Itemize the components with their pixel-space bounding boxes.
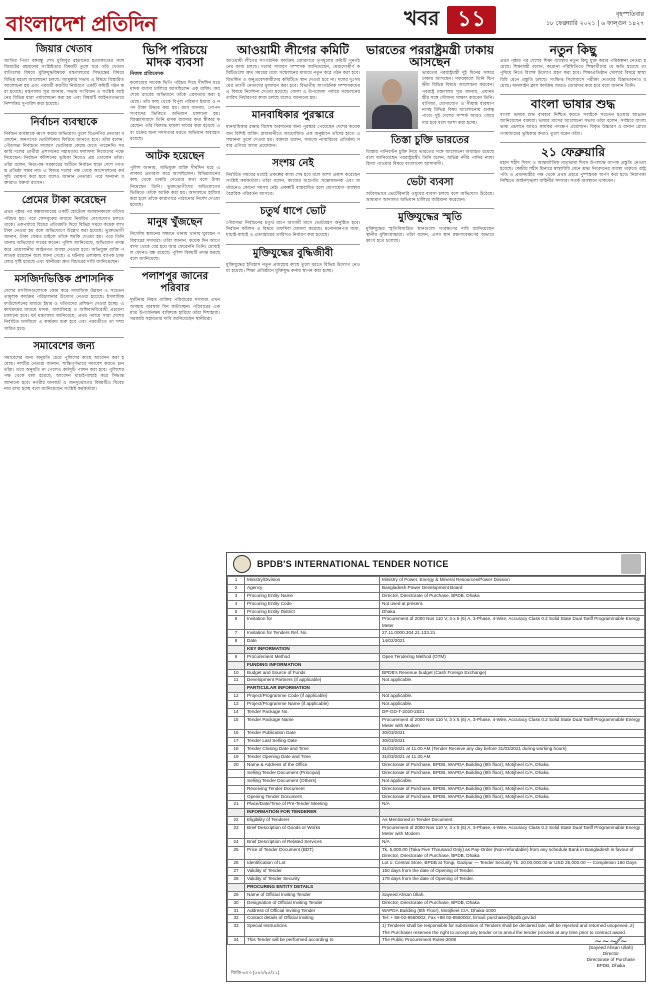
tender-cell-v: Sayeed Ahsan Ullah. [380, 891, 645, 899]
headline: মানুষ খুঁজছেন [147, 217, 203, 229]
tender-row [228, 936, 645, 944]
headline: মানবাধিকার পুরস্কারে [251, 110, 335, 122]
story [4, 341, 124, 393]
tender-title: BPDB'S INTERNATIONAL TENDER NOTICE [257, 559, 449, 569]
story [366, 212, 494, 246]
tender-cell-v: Procurement of 2000 Nos 110 V, 3 x 5 (6) A, 3-Phase, 4-Wire, Accuracy Class 0.2 Solid State Dual Tariff Programmable Energy Meter [380, 616, 645, 630]
story-body: প্রথম পৃষ্ঠার পর কক্সবাজারের একটি হোটেলে অবস্থানকালে তাঁদের পরিচয় হয়। পরে ফেসবুকের মাধ্যমে নিয়মিত যোগাযোগ চলতে থাকে। একপর্যায়ে বিয়ের প্রতিশ্রুতি দিয়ে বিভিন্ন সময়ে কয়েক লাখ টাকা নেওয়া হয় বলে অভিযোগে উল্লেখ করা হয়েছে। ভুক্তভোগী জানান, টাকা ফেরত চাইলে তাঁকে হুমকি দেওয়া হয়। পরে তিনি থানায় অভিযোগ দায়ের করেন। পুলিশ জানিয়েছে, অভিযোগ তদন্ত করে প্রয়োজনীয় আইনগত ব্যবস্থা নেওয়া হবে। অভিযুক্ত ব্যক্তি পলাতক রয়েছেন বলে জানা গেছে। এ ঘটনায় এলাকায় ব্যাপক চাঞ্চল্যের সৃষ্টি হয়েছে এবং স্থানীয়রা দ্রুত বিচারের দাবি জানিয়েছেন। [4, 210, 124, 266]
tender-cell-k: KEY INFORMATION [245, 645, 380, 653]
tender-table [227, 576, 645, 945]
tender-row [228, 746, 645, 754]
signatory-name: (Sayeed Ahsan Ullah) [588, 945, 634, 950]
tender-reference: জিডি-৬০৩ (৫৪০/৯৫/২১) [231, 970, 280, 975]
story [500, 146, 646, 186]
tender-cell-k: FUNDING INFORMATION [245, 661, 380, 669]
headline: পলাশপুর জানের পরিবার [141, 271, 209, 295]
tender-cell-n [228, 645, 245, 653]
tender-cell-n [228, 793, 245, 801]
tender-cell-n: 3 [228, 592, 245, 600]
weekday: বৃহস্পতিবার [616, 11, 644, 18]
tender-cell-v [380, 809, 645, 817]
byline: নিজস্ব প্রতিবেদক [130, 71, 164, 77]
tender-cell-k: Tender Closing Date and Time [245, 746, 380, 754]
tender-cell-k: Address of Official Inviting Tender [245, 907, 380, 915]
story-body: মুক্তিযুদ্ধের স্মৃতিবিজড়িত স্থানগুলো সংরক্ষণের দাবি জানিয়েছেন স্থানীয় মুক্তিযোদ্ধারা। তাঁরা বলেন, এসব স্থান রক্ষণাবেক্ষণের অভাবে ধ্বংস হতে চলেছে। [366, 227, 494, 245]
section-name: খবর [404, 5, 440, 30]
story [130, 271, 220, 323]
tender-cell-v: Directorate of Purchase, BPDB, WAPDA Building (8th floor), Motijheel C/A, Dhaka. [380, 769, 645, 777]
tender-cell-v [380, 661, 645, 669]
tender-cell-n: 12 [228, 693, 245, 701]
tender-cell-k: Tender Publication Date [245, 730, 380, 738]
tender-cell-n: 30 [228, 899, 245, 907]
tender-cell-n [228, 769, 245, 777]
tender-row [228, 653, 645, 661]
tender-row [228, 809, 645, 817]
tender-cell-k: Name & Address of the Office [245, 762, 380, 770]
headline: ভেটা ব্যবসা [406, 176, 454, 188]
tender-cell-k: Designation of Official Inviting Tender [245, 899, 380, 907]
story-body: প্রথম পৃষ্ঠার পর দেশের শিক্ষা ব্যবস্থায় নতুন কিছু যুক্ত করার পরিকল্পনা নেওয়া হয়েছে। শিক্ষামন্ত্রী বলেন, করোনা পরিস্থিতিতে শিক্ষার্থীদের যে ক্ষতি হয়েছে তা পুষিয়ে নিতে বিশেষ উদ্যোগ গ্রহণ করা হবে। শিক্ষাপ্রতিষ্ঠান খোলার বিষয়ে স্বাস্থ্যবিধি মেনে প্রস্তুতি চলছে। সংক্ষিপ্ত সিলেবাসে পরীক্ষা নেওয়ার চিন্তাভাবনাও রয়েছে। অনলাইন ক্লাস কার্যক্রম আরও জোরদার করা হবে বলে জানান তিনি। [500, 59, 646, 89]
headline: ভিপি পরিচয়ে মাদক ব্যবসা [142, 43, 208, 69]
tender-row [228, 883, 645, 891]
tender-notice [226, 552, 646, 982]
tender-cell-k: Opening Tender Document [245, 793, 380, 801]
tender-cell-n: 4 [228, 600, 245, 608]
tender-cell-v: Tk. 5,000.00 (Taka Five Thousand Only) as Pay-Order (Non-refundable) from any schedule Bank in Bangladesh in favour of Director, Directorate of Purchase, BPDB, Dhaka [380, 846, 645, 860]
issue-date: ১৮ ফেব্রুয়ারি ২০২১ | ৬ ফাল্গুন ১৪২৭ [546, 20, 644, 27]
tender-cell-k: Brief Description of Related Services [245, 838, 380, 846]
tender-cell-k: Agency [245, 584, 380, 592]
tender-row [228, 592, 645, 600]
tender-row [228, 777, 645, 785]
tender-cell-v: 178 days from the date of Opening of Tender. [380, 875, 645, 883]
tender-cell-n: 32 [228, 915, 245, 923]
tender-row [228, 669, 645, 677]
headline: নির্বাচন ব্যবস্থাকে [30, 116, 98, 128]
date-block [546, 10, 644, 28]
tender-cell-k: Date [245, 637, 380, 645]
tender-cell-v: Directorate of Purchase, BPDB, WAPDA Building (8th floor), Motijheel C/A, Dhaka. [380, 793, 645, 801]
tender-header [227, 553, 645, 576]
tender-cell-k: Name of Official Inviting Tender [245, 891, 380, 899]
story-body: আওয়ামী লীগের সাংগঠনিক কার্যক্রম জোরদারে তৃণমূলের কমিটি পুনর্গঠনের কাজ চলছে। দলের সাধারণ সম্পাদক জানিয়েছেন, মেয়াদোত্তীর্ণ কমিটিগুলো দ্রুত সময়ের মধ্যে সম্মেলনের মাধ্যমে নতুন করে গঠন করা হবে। বিতর্কিত ও অনুপ্রবেশকারীদের কমিটিতে স্থান দেওয়া হবে না। দলের দুঃসময়ের ত্যাগী নেতাদের মূল্যায়ন করা হবে। বিভাগীয় সাংগঠনিক সম্পাদকদের এ বিষয়ে নির্দেশনা দেওয়া হয়েছে। জেলা ও উপজেলা পর্যায়ে সম্মেলনের তারিখ নির্ধারণের কাজ চলছে বলেও জানানো হয়। [226, 59, 360, 102]
tender-row [228, 785, 645, 793]
tender-cell-v: 30/03/2021 [380, 730, 645, 738]
tender-cell-k: Procuring Entity Code [245, 600, 380, 608]
tender-cell-n: 9 [228, 653, 245, 661]
signatory-title: Director [602, 951, 619, 956]
story [4, 44, 124, 109]
tender-row [228, 907, 645, 915]
tender-cell-n [228, 883, 245, 891]
tender-cell-n: 33 [228, 923, 245, 937]
story [226, 44, 360, 102]
tender-row [228, 891, 645, 899]
headline: আটক হয়েছেন [145, 151, 205, 163]
story-body: অবৈধভাবে ভেটেরিনারি ওষুধের ব্যবসা চলছে বলে অভিযোগ উঠেছে। ভ্রাম্যমাণ আদালত অভিযান চালিয়ে জরিমানা করেছেন। [366, 191, 494, 203]
tender-row [228, 875, 645, 883]
story [366, 44, 494, 127]
tender-cell-n: 27 [228, 868, 245, 876]
tender-row [228, 616, 645, 630]
tender-cell-v: 14/02/2021 [380, 637, 645, 645]
tender-cell-n: 10 [228, 669, 245, 677]
tender-row [228, 600, 645, 608]
tender-row [228, 584, 645, 592]
tender-cell-n: 17 [228, 738, 245, 746]
story [226, 248, 360, 275]
tender-cell-k: Special Instructions [245, 923, 380, 937]
tender-cell-n: 7 [228, 630, 245, 638]
column-5 [500, 42, 646, 548]
tender-cell-n: 26 [228, 860, 245, 868]
tender-cell-k: Procuring Entity Name [245, 592, 380, 600]
tender-cell-n: 6 [228, 616, 245, 630]
tender-cell-k: Validity of Tender [245, 868, 380, 876]
tender-cell-k: Identification of Lot [245, 860, 380, 868]
tender-row [228, 637, 645, 645]
tender-cell-n: 18 [228, 746, 245, 754]
story [4, 274, 124, 332]
signatory-directorate: Directorate of Purchase [586, 957, 635, 962]
tender-cell-v: 31/03/2021 at 11.30 AM [380, 754, 645, 762]
masthead [4, 4, 646, 40]
story-body: বাংলা ভাষার শুদ্ধ ব্যবহার নিশ্চিত করতে সবাইকে সচেতন হওয়ার আহ্বান জানিয়েছেন বক্তারা। ভাষার মাসের আলোচনা সভায় তাঁরা বলেন, সর্বস্তরে বাংলা ভাষা প্রচলনে আরও কার্যকর পদক্ষেপ প্রয়োজন। বিকৃত উচ্চারণ ও বানান রোধে গণমাধ্যমের ভূমিকার কথাও তুলে ধরেন তাঁরা। [500, 113, 646, 137]
tender-cell-n: 19 [228, 754, 245, 762]
tender-cell-v: As Mentioned in Tender Document [380, 817, 645, 825]
tender-row [228, 838, 645, 846]
tender-cell-n [228, 777, 245, 785]
tender-cell-v: 1) Tenderer shall be responsible for submission of Tenders shall be declared late, will be rejected and returned unopened. 2) The Purchaser reserves the right to accept any tender or to annul the tender process at any time prior to contract award. [380, 923, 645, 937]
tender-cell-n: 22 [228, 817, 245, 825]
story-body: দেশের মসজিদগুলোকে কেন্দ্র করে সামাজিক উন্নয়ন ও সচেতনতামূলক কার্যক্রম পরিচালনার উদ্যোগ নেওয়া হয়েছে। ইসলামিক ফাউন্ডেশনের মাধ্যমে ইমাম ও খতিবদের প্রশিক্ষণ দেওয়া হচ্ছে। এ কার্যক্রমের মাধ্যমে মাদক, বাল্যবিবাহ ও জঙ্গিবাদবিরোধী প্রচারণা চালানো হবে। ধর্ম মন্ত্রণালয় জানিয়েছে, প্রথম পর্যায়ে সারা দেশের নির্বাচিত মসজিদে এ কার্যক্রম শুরু হবে এবং পরবর্তীতে তা সম্প্রসারিত হবে। [4, 289, 124, 332]
tender-cell-v: Not applicable. [380, 777, 645, 785]
page-number: ১১ [447, 6, 496, 34]
tender-row [228, 817, 645, 825]
story-body: কলেজের সাবেক ভিপি পরিচয় দিয়ে দীর্ঘদিন ধরে মাদক ব্যবসা চালিয়ে আসছিলেন এক ব্যক্তি। অবশেষে র‍্যাবের অভিযানে তাঁকে গ্রেফতার করা হয়েছে। তাঁর কাছ থেকে বিপুল পরিমাণ ইয়াবা ও নগদ টাকা উদ্ধার করা হয়। র‍্যাব জানায়, গোপন সংবাদের ভিত্তিতে অভিযান চালানো হয়। জিজ্ঞাসাবাদে তিনি মাদক ব্যবসার কথা স্বীকার করেছেন। তাঁর বিরুদ্ধে মামলা দায়ের করা হয়েছে এবং চক্রের অন্য সদস্যদের ধরতে অভিযান অব্যাহত রয়েছে। [130, 81, 220, 142]
story-body: পুলিশ জানায়, অভিযুক্ত ব্যক্তি দীর্ঘদিন ধরে এলাকায় প্রতারণা করে আসছিলেন। বিভিন্নজনের কাছ থেকে চাকরি দেওয়ার কথা বলে টাকা নিয়েছেন তিনি। ভুক্তভোগীদের অভিযোগের ভিত্তিতে তাঁকে আটক করা হয়। আদালতে হাজির করা হলে তাঁকে কারাগারে পাঠানোর নির্দেশ দেওয়া হয়েছে। [130, 166, 220, 209]
tender-cell-k: Place/Date/Time of Pre-Tender Meeting [245, 801, 380, 809]
tender-cell-k: Procurement Method [245, 653, 380, 661]
tender-row [228, 701, 645, 709]
bpdb-emblem-icon [233, 555, 251, 573]
tender-cell-v [380, 883, 645, 891]
story [366, 177, 494, 204]
tender-row [228, 608, 645, 616]
tender-cell-v: Dhaka [380, 608, 645, 616]
tender-cell-v: Not used at present. [380, 600, 645, 608]
story [130, 44, 220, 143]
story [500, 44, 646, 90]
tender-cell-v: Ministry of Power, Energy & Mineral Resources/Power Division [380, 577, 645, 585]
story [500, 98, 646, 138]
tender-cell-v: Director, Directorate of Purchase, BPDB, Dhaka [380, 899, 645, 907]
tender-cell-k: Price of Tender Document (BDT) [245, 846, 380, 860]
tender-cell-v: Not applicable. [380, 693, 645, 701]
story [4, 117, 124, 188]
section-header [404, 6, 496, 34]
tender-row [228, 677, 645, 685]
headline: মুক্তিযুদ্ধের স্মৃতি [398, 212, 462, 224]
headline: ভারতের পররাষ্ট্রমন্ত্রী ঢাকায় আসছেন [366, 43, 494, 69]
story-body: মহান শহীদ দিবস ও আন্তর্জাতিক মাতৃভাষা দিবস উপলক্ষে ব্যাপক প্রস্তুতি নেওয়া হয়েছে। কেন্দ্রীয় শহীদ মিনারে স্বাস্থ্যবিধি মেনে শ্রদ্ধা নিবেদনের ব্যবস্থা থাকবে। রাষ্ট্রপতি ও প্রধানমন্ত্রীর পক্ষ থেকে প্রথম প্রহরে পুষ্পস্তবক অর্পণ করা হবে। নিরাপত্তা নিশ্চিতে আইনশৃঙ্খলা বাহিনীর সদস্যরা সতর্ক অবস্থানে থাকবেন। [500, 160, 646, 185]
tender-cell-k: Invitation for Tenders Ref. No. [245, 630, 380, 638]
story [130, 151, 220, 209]
tender-cell-n [228, 685, 245, 693]
tender-cell-n: 15 [228, 716, 245, 730]
story [366, 135, 494, 169]
story-body: মুক্তিযুদ্ধের ইতিহাস নতুন প্রজন্মের কাছে তুলে ধরতে বিভিন্ন উদ্যোগ নেওয়া হয়েছে। শিক্ষা প্রতিষ্ঠানে মুক্তিযুদ্ধ কর্নার স্থাপন করা হচ্ছে। [226, 262, 360, 274]
tender-cell-k: This Tender will be performed according to [245, 936, 380, 944]
tender-row [228, 915, 645, 923]
tender-cell-v: N/A [380, 801, 645, 809]
tender-cell-n: 23 [228, 825, 245, 839]
story [226, 158, 360, 198]
portrait-icon [621, 554, 641, 574]
tender-row [228, 769, 645, 777]
headline: মুক্তিযুদ্ধের বুদ্ধিজীবী [252, 247, 334, 259]
tender-cell-v: 27.11.0000.304.21.133.21 [380, 630, 645, 638]
tender-cell-k: PROCURING ENTITY DETAILS [245, 883, 380, 891]
tender-cell-k: Tender Last Selling Date [245, 738, 380, 746]
tender-cell-n: 1 [228, 577, 245, 585]
tender-row [228, 860, 645, 868]
tender-cell-n: 2 [228, 584, 245, 592]
tender-cell-n: 29 [228, 891, 245, 899]
headline: আওয়ামী লীগের কমিটি [237, 43, 349, 57]
tender-cell-k: Tender Package No. [245, 708, 380, 716]
tender-cell-k: Development Partners (if applicable) [245, 677, 380, 685]
tender-cell-k: Selling Tender Document (Principal) [245, 769, 380, 777]
column-4 [366, 42, 494, 548]
tender-cell-n: 5 [228, 608, 245, 616]
story-body: পৌরসভা নির্বাচনের চতুর্থ ধাপে আগামী মাসে ভোটগ্রহণ অনুষ্ঠিত হবে। নির্বাচন কমিশন এ বিষয়ে তফসিল ঘোষণা করেছে। মনোনয়নপত্র জমা, যাচাই-বাছাই ও প্রত্যাহারের তারিখও নির্ধারণ করা হয়েছে। [226, 221, 360, 239]
tender-cell-n: 21 [228, 801, 245, 809]
headline: সংশয় নেই [272, 158, 314, 170]
story-body: মানবাধিকার রক্ষায় বিশেষ অবদানের জন্য পুরস্কার পেয়েছেন দেশের কয়েকজন বিশিষ্ট ব্যক্তি। রাজধানীতে আয়োজিত এক অনুষ্ঠানে তাঁদের হাতে এ সম্মাননা তুলে দেওয়া হয়। বক্তারা বলেন, সমাজে ন্যায়বিচার প্রতিষ্ঠায় সবার এগিয়ে আসা প্রয়োজন। [226, 125, 360, 150]
tender-cell-n: 31 [228, 907, 245, 915]
story-body: নিখোঁজ স্বজনের সন্ধানে থানায় থানায় ঘুরছেন পরিবারের সদস্যরা। তাঁরা জানান, কয়েক দিন আগে বাসা থেকে বের হয়ে আর ফেরেননি তিনি। মোবাইল ফোনও বন্ধ রয়েছে। পুলিশ বিষয়টি তদন্ত করছে বলে জানিয়েছে। [130, 232, 220, 263]
story-body: নির্ধারিত সময়ের মধ্যেই প্রকল্পের কাজ শেষ হবে বলে আশা প্রকাশ করেছেন সংশ্লিষ্ট কর্মকর্তারা। তাঁরা বলেন, কাজের অগ্রগতি সন্তোষজনক এবং অর্থায়নেও কোনো সমস্যা নেই। প্রকল্পটি বাস্তবায়িত হলে যোগাযোগ ব্যবস্থায় বৈপ্লবিক পরিবর্তন আসবে। [226, 173, 360, 197]
tender-cell-k: Tender Package Name [245, 716, 380, 730]
tender-cell-k: Budget and Source of Funds [245, 669, 380, 677]
headline: তিস্তা চুক্তি ভারতের [390, 135, 470, 146]
tender-row [228, 868, 645, 876]
tender-cell-v: Director, Directorate of Purchase, BPDB, Dhaka [380, 592, 645, 600]
tender-cell-v: Directorate of Purchase, BPDB, WAPDA Building (8th floor), Motijheel C/A, Dhaka. [380, 785, 645, 793]
tender-row [228, 693, 645, 701]
tender-row [228, 923, 645, 937]
story-body: জাতির পিতা বঙ্গবন্ধু শেখ মুজিবুর রহমানের হত্যাকাণ্ডের সঙ্গে জিয়াউর রহমানের সংশ্লিষ্টতার বিষয়টি তুলে ধরে তাঁর খেতাব বাতিলের বিষয়ে মুক্তিযুদ্ধবিষয়ক মন্ত্রণালয়ের সিদ্ধান্তের বিষয়ে বিভিন্ন মহলে আলোচনা চলছে। জামুকার সভায় এ বিষয়ে বিস্তারিত আলোচনা হয় এবং পরবর্তী করণীয় নির্ধারণে একটি কমিটি গঠন করা হয়েছে। মন্ত্রণালয় সূত্র জানায়, সভায় সংবিধান ও সংশ্লিষ্ট আইনের বিভিন্ন ধারা পর্যালোচনা করা হয় এবং বিষয়টি আইনগতভাবে নিষ্পত্তির সুপারিশ করা হয়েছে। [4, 59, 124, 108]
tender-row [228, 630, 645, 638]
tender-row [228, 661, 645, 669]
story-body: দুর্ঘটনায় নিহত ব্যক্তির পরিবারের সদস্যরা এখন অসহায় অবস্থায় দিন কাটাচ্ছেন। পরিবারের একমাত্র উপার্জনক্ষম ব্যক্তিকে হারিয়ে তাঁরা দিশাহারা। সরকারি সহায়তার দাবি জানিয়েছেন স্থানীয়রা। [130, 298, 220, 323]
story-body: তিস্তার পানিবণ্টন চুক্তি নিয়ে ভারতের সঙ্গে আলোচনা অব্যাহত রয়েছে বলে জানিয়েছেন পররাষ্ট্রমন্ত্রী। তিনি বলেন, অভিন্ন নদীর পানির ন্যায্য হিস্যা পাওয়ার বিষয়ে বাংলাদেশ আশাবাদী। [366, 150, 494, 168]
tender-row [228, 899, 645, 907]
tender-cell-k: Receiving Tender Document [245, 785, 380, 793]
column-3 [226, 42, 360, 548]
tender-cell-v: Procurement of 2000 Nos 110 V, 3 x 5 (6) A, 3-Phase, 4-Wire, Accuracy Class 0.2 Solid State Dual Tariff Programmable Energy Meter with Modem [380, 716, 645, 730]
headline: প্রেমের টাকা করেছেন [21, 195, 107, 207]
tender-cell-k: PARTICULAR INFORMATION [245, 685, 380, 693]
story-body: সমাবেশের জন্য অনুমতি চেয়ে পুলিশের কাছে আবেদন করা হয়েছে। দলটির নেতারা জানান, শান্তিপূর্ণভাবে সমাবেশ করতে চান তাঁরা। তবে অনুমতি না পেলেও কর্মসূচি পালন করা হবে। পুলিশের পক্ষ থেকে বলা হয়েছে, আবেদন যাচাই-বাছাই করে সিদ্ধান্ত জানানো হবে। নগরীর যানজট ও জনদুর্ভোগের বিষয়টিও বিবেচনায় রাখা হচ্ছে বলে জানিয়েছেন সংশ্লিষ্ট কর্মকর্তারা। [4, 355, 124, 392]
tender-cell-k: Selling Tender Document (Others) [245, 777, 380, 785]
headline: ২১ ফেব্রুয়ারি [541, 144, 605, 159]
headline: সমাবেশের জন্য [33, 340, 95, 352]
tender-cell-n: 16 [228, 730, 245, 738]
tender-row [228, 754, 645, 762]
tender-cell-v: Procurement of 2000 Nos 110 V, 3 x 5 (6) A, 3-Phase, 4-Wire, Accuracy Class 0.2 Solid State Dual Tariff Programmable Energy Meter with Modem [380, 825, 645, 839]
tender-cell-n: 34 [228, 936, 245, 944]
story-body: ভারতের পররাষ্ট্রমন্ত্রী দুই দিনের সফরে ঢাকায় আসছেন। সফরকালে তিনি দ্বিপক্ষীয় বিভিন্ন বিষয়ে আলোচনা করবেন। পররাষ্ট্র মন্ত্রণালয় সূত্র জানায়, প্রধানমন্ত্রীর সঙ্গে সৌজন্য সাক্ষাৎ করবেন তিনি। বাণিজ্য, যোগাযোগ ও সীমান্ত ব্যবস্থাপনাসহ বিভিন্ন বিষয় আলোচনায় গুরুত্ব পাবে। দুই দেশের সম্পর্ক আরও জোরদার হবে বলে আশা করা হচ্ছে। [422, 71, 494, 126]
headline: চতুর্থ ধাপে ভোট [260, 206, 326, 218]
tender-cell-v: DP-GD-T-2020-2021 [380, 708, 645, 716]
tender-cell-n: 11 [228, 677, 245, 685]
story [226, 206, 360, 240]
tender-cell-v: The Public Procurement Rules-2008 [380, 936, 645, 944]
column-2 [130, 42, 220, 327]
tender-cell-n: 8 [228, 637, 245, 645]
tender-row [228, 762, 645, 770]
newspaper-logo: বাংলাদেশ প্রতিদিন [6, 12, 157, 36]
tender-cell-k: Eligibility of Tenderer [245, 817, 380, 825]
tender-cell-k: Procuring Entity District [245, 608, 380, 616]
tender-cell-v: WAPDA Building (8th Floor), Motijheel C/A, Dhaka-1000 [380, 907, 645, 915]
tender-cell-n: 13 [228, 701, 245, 709]
tender-row [228, 846, 645, 860]
tender-row [228, 645, 645, 653]
tender-row [228, 730, 645, 738]
tender-row [228, 793, 645, 801]
tender-row [228, 825, 645, 839]
signatory-office: BPDB, Dhaka [596, 963, 626, 968]
story [130, 217, 220, 263]
tender-cell-v: Open Tendering Method (OTM) [380, 653, 645, 661]
tender-row [228, 577, 645, 585]
tender-cell-v: Not applicable. [380, 677, 645, 685]
tender-cell-v: N/A [380, 838, 645, 846]
tender-cell-n: 14 [228, 708, 245, 716]
tender-cell-k: Validity of Tender Security [245, 875, 380, 883]
story [226, 110, 360, 150]
tender-cell-v: BPDB's Revenue budget (Cash Foreign Exchange) [380, 669, 645, 677]
tender-cell-v [380, 645, 645, 653]
minister-photo [366, 71, 418, 129]
headline: বাংলা ভাষার শুদ্ধ [530, 97, 616, 112]
tender-row [228, 708, 645, 716]
tender-row [228, 801, 645, 809]
tender-cell-v: 30/03/2021 [380, 738, 645, 746]
signature-block [587, 939, 635, 969]
tender-cell-k: Project/Programme Code (if applicable) [245, 693, 380, 701]
tender-cell-v: Bangladesh Power Development Board [380, 584, 645, 592]
tender-cell-v: Lot 1: Central Store, BPDB at Tongi, Gazipur — Tender Security Tk. 20,00,000.00 or USD 25,000.00 — Completion 180 Days [380, 860, 645, 868]
tender-cell-k: Project/Programme Name (if applicable) [245, 701, 380, 709]
tender-cell-k: Ministry/Division [245, 577, 380, 585]
tender-cell-k: Brief Description of Goods or Works [245, 825, 380, 839]
headline: মসজিদভিত্তিক প্রশাসনিক [14, 274, 114, 286]
tender-cell-v: 31/03/2021 at 11.00 AM (Tender Receive any day before 31/03/2021 during working hours) [380, 746, 645, 754]
story [4, 195, 124, 266]
tender-row [228, 716, 645, 730]
tender-cell-v: 150 days from the date of Opening of Tender. [380, 868, 645, 876]
tender-cell-n [228, 785, 245, 793]
tender-cell-k: INFORMATION FOR TENDERER [245, 809, 380, 817]
tender-cell-n: 28 [228, 875, 245, 883]
story-body: নির্বাচন ব্যবস্থাকে ধ্বংস করার অভিযোগ তুলে বিএনপির নেতারা বলেছেন, জনগণের ভোটাধিকার ফিরিয়ে আনতে হবে। তাঁরা বলেন, পৌরসভা নির্বাচনে সাধারণ ভোটাররা কেন্দ্রে যেতে পারেননি। সরকারি দলের প্রার্থীরা প্রশাসনের সহায়তায় ফলাফল নিজেদের পক্ষে নিয়েছেন। নির্বাচন কমিশনের ভূমিকা নিয়েও প্রশ্ন তোলেন তাঁরা। তাঁরা বলেন, নিরপেক্ষ সরকারের অধীনে নির্বাচন ছাড়া দেশে গণতন্ত্র প্রতিষ্ঠা সম্ভব নয়। এ বিষয়ে দলের পক্ষ থেকে আন্দোলনের কর্মসূচি ঘোষণা করা হবে বলেও জানান নেতারা। পরে অন্যান্য বক্তারাও বক্তব্য রাখেন। [4, 131, 124, 187]
tender-cell-k: Invitation for [245, 616, 380, 630]
tender-cell-k: Tender Opening Date and Time [245, 754, 380, 762]
headline: নতুন কিছু [549, 43, 597, 57]
tender-cell-n: 24 [228, 838, 245, 846]
tender-cell-v: Tel: + 88-02-9560002, Fax +88 02-9560002, Email: purchase@bpdb.gov.bd [380, 915, 645, 923]
tender-row [228, 685, 645, 693]
column-1 [4, 42, 124, 397]
signature-icon: ~~~⁄⁄~ [594, 937, 628, 947]
tender-cell-v [380, 685, 645, 693]
tender-row [228, 738, 645, 746]
tender-cell-n: 20 [228, 762, 245, 770]
headline: জিয়ার খেতাব [35, 44, 93, 55]
tender-cell-n [228, 809, 245, 817]
tender-cell-v: Directorate of Purchase, BPDB, WAPDA Building (8th floor), Motijheel C/A, Dhaka. [380, 762, 645, 770]
tender-cell-n [228, 661, 245, 669]
tender-cell-v: Not applicable. [380, 701, 645, 709]
tender-cell-n: 25 [228, 846, 245, 860]
tender-cell-k: Contact details of Official Inviting [245, 915, 380, 923]
